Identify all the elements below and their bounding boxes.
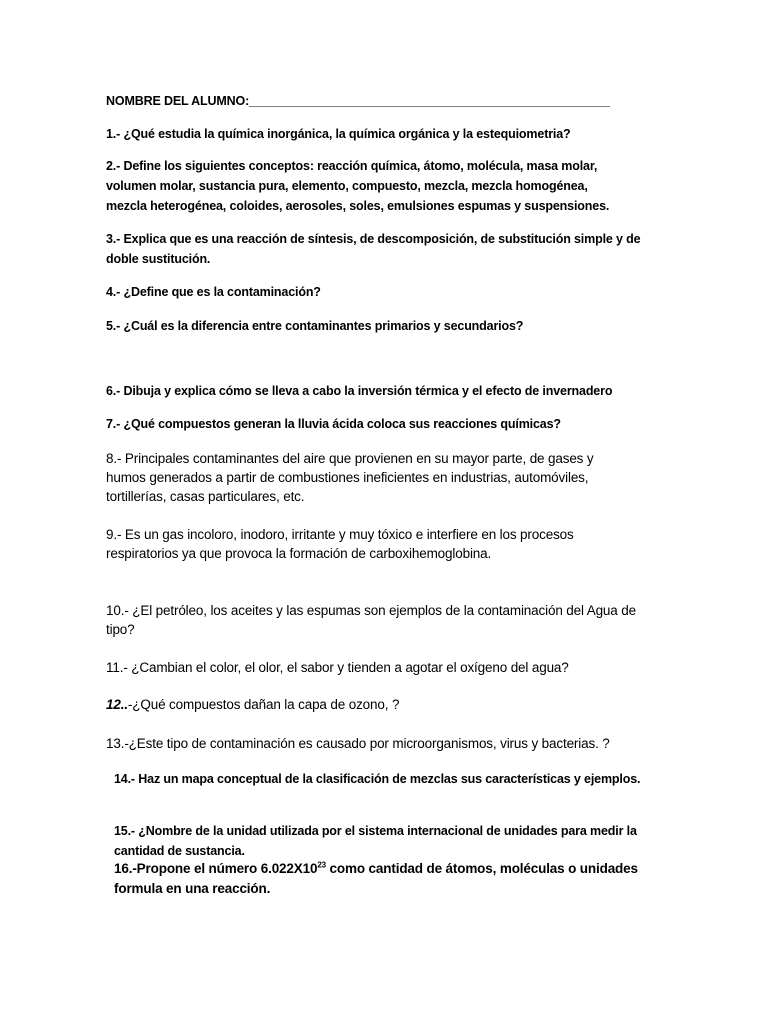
question-15: 15.- ¿Nombre de la unidad utilizada por el sistema internacional de unidades para medir la cantidad de sustancia. bbox=[114, 824, 637, 858]
question-6: 6.- Dibuja y explica cómo se lleva a cabo la inversión térmica y el efecto de invernadero bbox=[106, 384, 613, 398]
question-3: 3.- Explica que es una reacción de síntesis, de descomposición, de substitución simple y de doble sustitución. bbox=[106, 232, 641, 266]
question-12 bbox=[106, 695, 746, 714]
question-16 bbox=[114, 859, 644, 899]
student-name-blank: _____________________________________________________ bbox=[249, 94, 610, 108]
question-14: 14.- Haz un mapa conceptual de la clasificación de mezclas sus características y ejemplos. bbox=[114, 772, 641, 786]
question-16-exponent: 23 bbox=[317, 860, 326, 870]
student-name-line bbox=[106, 91, 746, 111]
student-name-label: NOMBRE DEL ALUMNO: bbox=[106, 94, 250, 108]
question-7: 7.- ¿Qué compuestos generan la lluvia ácida coloca sus reacciones químicas? bbox=[106, 417, 561, 431]
question-12-text: -¿Qué compuestos dañan la capa de ozono, ? bbox=[127, 697, 400, 712]
question-10: 10.- ¿El petróleo, los aceites y las espumas son ejemplos de la contaminación del Agua de tipo? bbox=[106, 603, 636, 637]
question-8: 8.- Principales contaminantes del aire que provienen en su mayor parte, de gases y humos generados a partir de combustiones ineficientes en industrias, automóviles, tortillerías, casas particulares, etc. bbox=[106, 451, 594, 504]
question-1: 1.- ¿Qué estudia la química inorgánica, la química orgánica y la estequiometria? bbox=[106, 127, 571, 141]
question-16-prefix: 16.-Propone el número 6.022X10 bbox=[114, 861, 318, 876]
question-13: 13.-¿Este tipo de contaminación es causado por microorganismos, virus y bacterias. ? bbox=[106, 736, 610, 751]
question-9: 9.- Es un gas incoloro, inodoro, irritante y muy tóxico e interfiere en los procesos respiratorios ya que provoca la formación de carboxihemoglobina. bbox=[106, 527, 574, 561]
question-11: 11.- ¿Cambian el color, el olor, el sabor y tienden a agotar el oxígeno del agua? bbox=[106, 660, 569, 675]
question-2: 2.- Define los siguientes conceptos: reacción química, átomo, molécula, masa molar, volumen molar, sustancia pura, elemento, compuesto, mezcla, mezcla homogénea, mezcla heterogénea, coloides, aerosoles, soles, emulsiones espumas y suspensiones. bbox=[106, 159, 610, 213]
question-5: 5.- ¿Cuál es la diferencia entre contaminantes primarios y secundarios? bbox=[106, 319, 524, 333]
question-12-number: 12.. bbox=[106, 697, 128, 712]
question-4: 4.- ¿Define que es la contaminación? bbox=[106, 285, 321, 299]
question-16-suffix: como cantidad de átomos, moléculas o unidades formula en una reacción. bbox=[114, 861, 638, 896]
